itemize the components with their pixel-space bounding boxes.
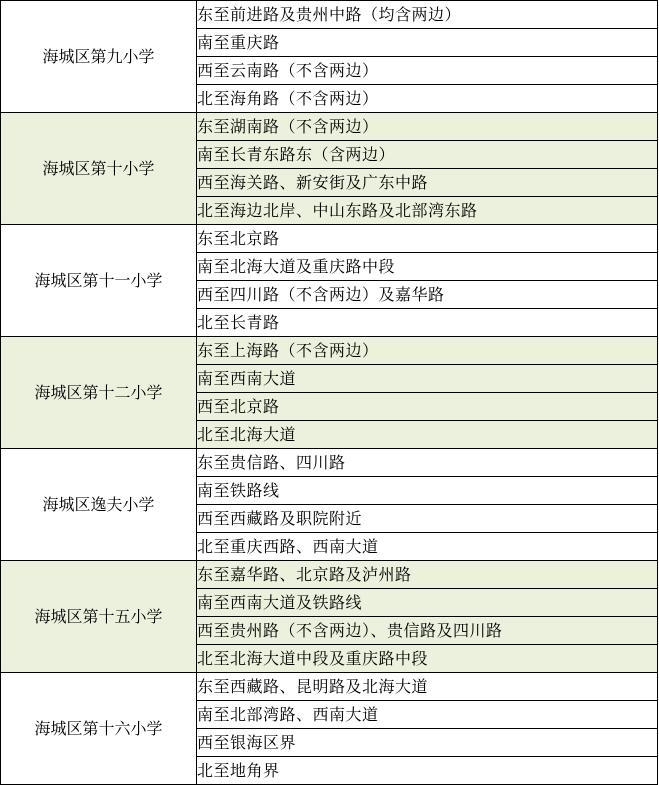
boundary-west-cell: 西至银海区界 bbox=[197, 729, 658, 757]
school-name-cell: 海城区第十五小学 bbox=[1, 561, 197, 673]
boundary-south-cell: 南至铁路线 bbox=[197, 477, 658, 505]
school-name-cell: 海城区第十小学 bbox=[1, 113, 197, 225]
boundary-east-cell: 东至嘉华路、北京路及泸州路 bbox=[197, 561, 658, 589]
boundary-west-cell: 西至四川路（不含两边）及嘉华路 bbox=[197, 281, 658, 309]
boundary-east-cell: 东至上海路（不含两边） bbox=[197, 337, 658, 365]
boundary-north-cell: 北至北海大道 bbox=[197, 421, 658, 449]
table-row bbox=[1, 113, 658, 141]
school-name-cell: 海城区第十二小学 bbox=[1, 337, 197, 449]
boundary-west-cell: 西至云南路（不含两边） bbox=[197, 57, 658, 85]
boundary-east-cell: 东至贵信路、四川路 bbox=[197, 449, 658, 477]
boundary-south-cell: 南至长青东路东（含两边） bbox=[197, 141, 658, 169]
boundary-south-cell: 南至重庆路 bbox=[197, 29, 658, 57]
school-name-cell: 海城区第十六小学 bbox=[1, 673, 197, 785]
boundary-north-cell: 北至长青路 bbox=[197, 309, 658, 337]
boundary-north-cell: 北至北海大道中段及重庆路中段 bbox=[197, 645, 658, 673]
school-name-cell: 海城区逸夫小学 bbox=[1, 449, 197, 561]
boundary-south-cell: 南至北部湾路、西南大道 bbox=[197, 701, 658, 729]
school-name-cell: 海城区第十一小学 bbox=[1, 225, 197, 337]
boundary-north-cell: 北至地角界 bbox=[197, 757, 658, 785]
boundary-west-cell: 西至海关路、新安街及广东中路 bbox=[197, 169, 658, 197]
boundary-east-cell: 东至西藏路、昆明路及北海大道 bbox=[197, 673, 658, 701]
boundary-west-cell: 西至北京路 bbox=[197, 393, 658, 421]
boundary-south-cell: 南至西南大道 bbox=[197, 365, 658, 393]
school-name-cell: 海城区第九小学 bbox=[1, 1, 197, 113]
table-row bbox=[1, 337, 658, 365]
boundary-east-cell: 东至湖南路（不含两边） bbox=[197, 113, 658, 141]
table-row bbox=[1, 449, 658, 477]
boundary-west-cell: 西至西藏路及职院附近 bbox=[197, 505, 658, 533]
boundary-north-cell: 北至海边北岸、中山东路及北部湾东路 bbox=[197, 197, 658, 225]
boundary-west-cell: 西至贵州路（不含两边）、贵信路及四川路 bbox=[197, 617, 658, 645]
table-row bbox=[1, 225, 658, 253]
boundary-south-cell: 南至北海大道及重庆路中段 bbox=[197, 253, 658, 281]
boundary-north-cell: 北至海角路（不含两边） bbox=[197, 85, 658, 113]
boundary-east-cell: 东至北京路 bbox=[197, 225, 658, 253]
table-row bbox=[1, 561, 658, 589]
boundary-east-cell: 东至前进路及贵州中路（均含两边） bbox=[197, 1, 658, 29]
table-row bbox=[1, 673, 658, 701]
boundary-north-cell: 北至重庆西路、西南大道 bbox=[197, 533, 658, 561]
table-row bbox=[1, 1, 658, 29]
boundary-south-cell: 南至西南大道及铁路线 bbox=[197, 589, 658, 617]
school-zone-table-body bbox=[1, 1, 658, 785]
